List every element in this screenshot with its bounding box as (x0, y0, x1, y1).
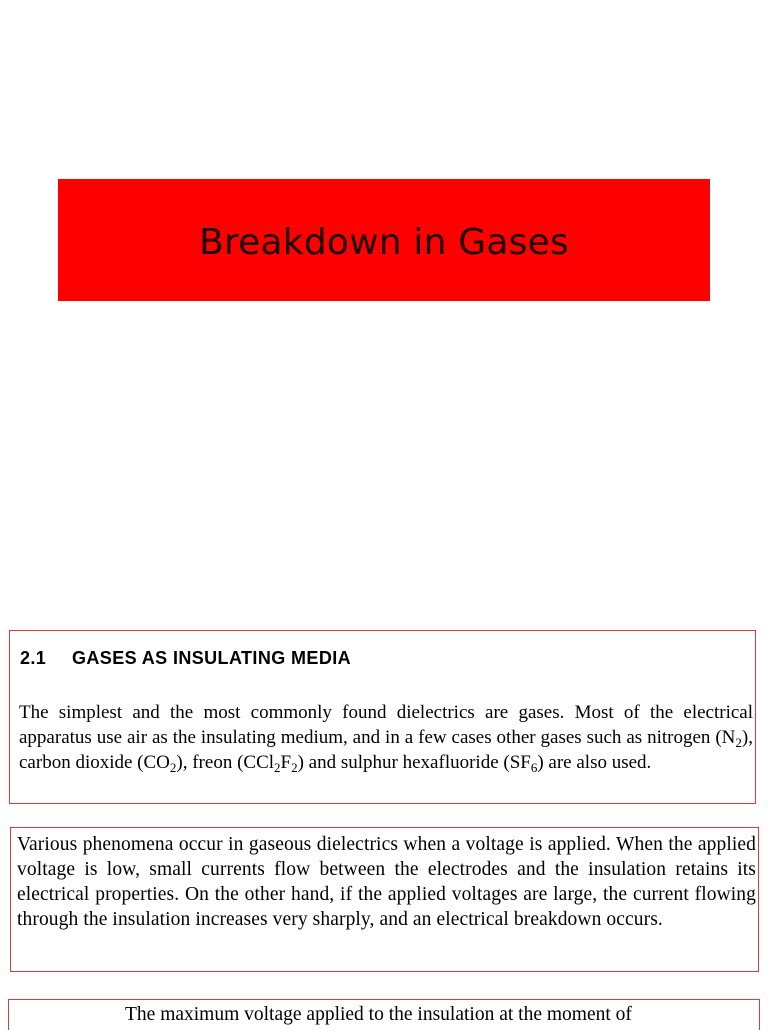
title-banner (58, 179, 710, 301)
excerpt-3-paragraph: The maximum voltage applied to the insulation at the moment of (125, 1004, 632, 1025)
section-heading (20, 648, 351, 669)
section-number: 2.1 (20, 648, 47, 668)
slide-title: Breakdown in Gases (199, 221, 569, 263)
excerpt-2-paragraph: Various phenomena occur in gaseous dielectrics when a voltage is applied. When the applied voltage is low, small currents flow between the electrodes and the insulation retains its electrical properties. On the other hand, if the applied voltages are large, the current flowing through the insulation increases very sharply, and an electrical breakdown occurs. (17, 834, 756, 930)
excerpt-1-paragraph: The simplest and the most commonly found dielectrics are gases. Most of the electrical apparatus use air as the insulating medium, and in a few cases other gases such as nitrogen $(N_2)$, carbon dioxide $(CO_2)$, freon $(CCl_2F_2)$ and sulphur hexafluoride $(SF_6)$ are also used. (19, 702, 753, 775)
section-title: GASES AS INSULATING MEDIA (72, 648, 352, 668)
textbook-excerpt-1 (9, 630, 756, 804)
textbook-excerpt-3 (8, 999, 760, 1030)
textbook-excerpt-2 (10, 827, 759, 972)
